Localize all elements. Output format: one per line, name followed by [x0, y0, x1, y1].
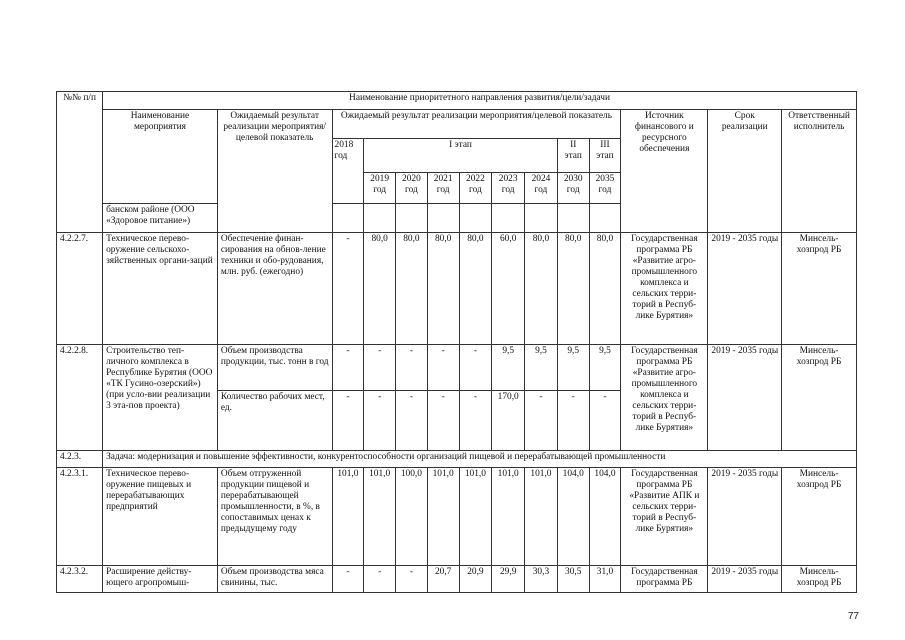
responsible: Минсель-хозпрод РБ — [782, 233, 857, 345]
header-num: №№ п/п — [57, 92, 103, 233]
cell-empty — [332, 203, 364, 232]
value-2019: 101,0 — [364, 468, 396, 566]
value-2022: - — [459, 345, 492, 391]
measure-name: Техническое перево-оружение сельскохо-зяйственных органи-заций — [103, 233, 218, 345]
value-2023: 101,0 — [492, 468, 525, 566]
source: Государственная программа РБ «Развитие АПК и сельских терри-торий в Респуб-лике Бурятия» — [621, 468, 708, 566]
continued-name: банском районе (ООО «Здоровое питание») — [103, 203, 218, 232]
value-2035: 104,0 — [589, 468, 621, 566]
header-year-2035: 2035 год — [589, 172, 621, 203]
value-2035: 80,0 — [589, 233, 621, 345]
value-2019: - — [364, 345, 396, 391]
value-2022: 20,9 — [459, 565, 492, 592]
value-2030: 80,0 — [557, 233, 589, 345]
value-2024: - — [525, 390, 558, 450]
responsible: Минсель-хозпрод РБ — [782, 345, 857, 451]
value-2020: - — [396, 390, 428, 450]
source: Государственная программа РБ — [621, 565, 708, 592]
header-year-2022: 2022 год — [459, 172, 492, 203]
page-number: 77 — [847, 611, 859, 622]
table-row — [57, 565, 857, 592]
header-year-2021: 2021 год — [427, 172, 459, 203]
term: 2019 - 2035 годы — [708, 468, 782, 566]
value-2020: - — [396, 565, 428, 592]
value-2021: 101,0 — [427, 468, 459, 566]
value-2030: 9,5 — [557, 345, 589, 391]
cell-empty — [557, 203, 589, 232]
value-2030: 30,5 — [557, 565, 589, 592]
indicator: Объем отгруженной продукции пищевой и перерабатывающей промышленности, в %, в сопоставимых ценах к предыдущему году — [217, 468, 332, 566]
value-2035: 9,5 — [589, 345, 621, 391]
header-year-2019: 2019 год — [364, 172, 396, 203]
indicator: Количество рабочих мест, ед. — [217, 390, 332, 450]
table-row — [57, 233, 857, 345]
value-2024: 80,0 — [525, 233, 558, 345]
header-stage-2: II этап — [557, 138, 589, 172]
row-number: 4.2.2.7. — [57, 233, 103, 345]
value-2024: 101,0 — [525, 468, 558, 566]
value-2030: 104,0 — [557, 468, 589, 566]
header-expected-group: Ожидаемый результат реализации мероприятия/целевой показатель — [332, 109, 621, 138]
value-2021: 80,0 — [427, 233, 459, 345]
cell-empty — [525, 203, 558, 232]
value-2020: 80,0 — [396, 233, 428, 345]
value-2019: 80,0 — [364, 233, 396, 345]
measure-name: Расширение действу-ющего агропромыш- — [103, 565, 218, 592]
header-year-2020: 2020 год — [396, 172, 428, 203]
term: 2019 - 2035 годы — [708, 565, 782, 592]
row-number: 4.2.2.8. — [57, 345, 103, 451]
indicator: Обеспечение финан-сирования на обнов-ление техники и обо-рудования, млн. руб. (ежегодно) — [217, 233, 332, 345]
source: Государственная программа РБ «Развитие агро-промышленного комплекса и сельских терри-торий в Респуб-лике Бурятия» — [621, 233, 708, 345]
cell-empty — [427, 203, 459, 232]
value-2020: 100,0 — [396, 468, 428, 566]
value-2023: 170,0 — [492, 390, 525, 450]
value-2018: - — [332, 345, 364, 391]
header-year-2023: 2023 год — [492, 172, 525, 203]
header-responsible: Ответственный исполнитель — [782, 109, 857, 232]
value-2023: 9,5 — [492, 345, 525, 391]
table-row — [57, 468, 857, 566]
header-stage-1: I этап — [364, 138, 558, 172]
value-2018: 101,0 — [332, 468, 364, 566]
value-2023: 60,0 — [492, 233, 525, 345]
value-2018: - — [332, 565, 364, 592]
value-2024: 9,5 — [525, 345, 558, 391]
cell-empty — [364, 203, 396, 232]
header-year-2030: 2030 год — [557, 172, 589, 203]
table-row — [57, 345, 857, 391]
row-number: 4.2.3.2. — [57, 565, 103, 592]
value-2035: - — [589, 390, 621, 450]
value-2018: - — [332, 390, 364, 450]
value-2024: 30,3 — [525, 565, 558, 592]
indicator: Объем производства продукции, тыс. тонн в год — [217, 345, 332, 391]
task-number: 4.2.3. — [57, 450, 103, 468]
header-term: Срок реализации — [708, 109, 782, 232]
value-2020: - — [396, 345, 428, 391]
cell-empty — [459, 203, 492, 232]
indicator: Объем производства мяса свинины, тыс. — [217, 565, 332, 592]
value-2018: - — [332, 233, 364, 345]
row-number: 4.2.3.1. — [57, 468, 103, 566]
cell-empty — [396, 203, 428, 232]
value-2019: - — [364, 390, 396, 450]
source: Государственная программа РБ «Развитие агро-промышленного комплекса и сельских терри-торий в Респуб-лике Бурятия» — [621, 345, 708, 451]
header-stage-3: III этап — [589, 138, 621, 172]
header-year-2024: 2024 год — [525, 172, 558, 203]
term: 2019 - 2035 годы — [708, 233, 782, 345]
term: 2019 - 2035 годы — [708, 345, 782, 451]
task-row — [57, 450, 857, 468]
value-2021: 20,7 — [427, 565, 459, 592]
cell-empty — [589, 203, 621, 232]
header-name: Наименование мероприятия — [103, 109, 218, 203]
responsible: Минсель-хозпрод РБ — [782, 468, 857, 566]
value-2021: - — [427, 390, 459, 450]
value-2022: - — [459, 390, 492, 450]
header-priority: Наименование приоритетного направления развития/цели/задачи — [103, 92, 857, 110]
header-source: Источник финансового и ресурсного обеспечения — [621, 109, 708, 232]
value-2023: 29,9 — [492, 565, 525, 592]
value-2035: 31,0 — [589, 565, 621, 592]
value-2021: - — [427, 345, 459, 391]
value-2019: - — [364, 565, 396, 592]
measure-name: Строительство теп-личного комплекса в Республике Бурятия (ООО «ТК Гусино-озерский») (при усло-вии реализации 3 эта-пов проекта) — [103, 345, 218, 451]
cell-empty — [492, 203, 525, 232]
value-2022: 101,0 — [459, 468, 492, 566]
responsible: Минсель-хозпрод РБ — [782, 565, 857, 592]
value-2030: - — [557, 390, 589, 450]
plan-table — [56, 91, 857, 593]
header-expected: Ожидаемый результат реализации мероприятия/целевой показатель — [217, 109, 332, 232]
task-text: Задача: модернизация и повышение эффективности, конкурентоспособности организаций пищевой и перерабатывающей промышленности — [103, 450, 857, 468]
measure-name: Техническое перево-оружение пищевых и перерабатывающих предприятий — [103, 468, 218, 566]
value-2022: 80,0 — [459, 233, 492, 345]
header-year-2018: 2018 год — [332, 138, 364, 203]
